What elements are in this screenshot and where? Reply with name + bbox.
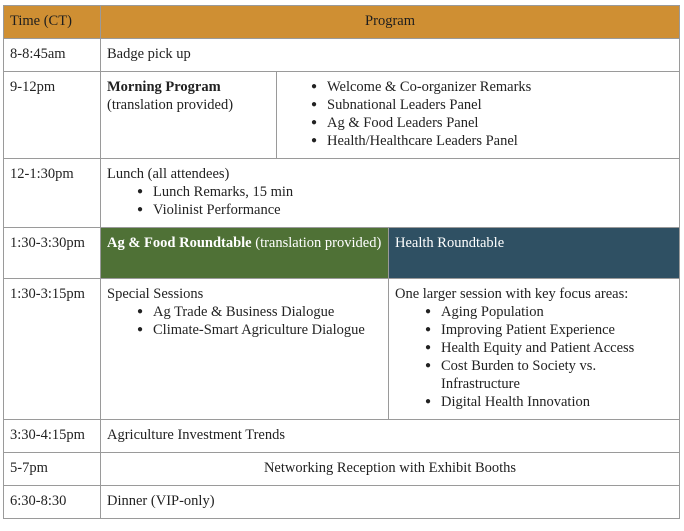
ag-food-roundtable-cell (101, 228, 389, 279)
table-row (4, 279, 680, 420)
ag-sessions-list (107, 303, 382, 339)
health-roundtable-cell: Health Roundtable (389, 228, 680, 279)
list-item: ● Aging Population (425, 303, 673, 321)
ag-sessions-label: Special Sessions (107, 286, 204, 302)
list-item: ● Ag & Food Leaders Panel (311, 114, 673, 132)
lunch-cell (101, 159, 680, 228)
health-sessions-cell (389, 279, 680, 420)
time-cell: 3:30-4:15pm (4, 420, 101, 453)
morning-program-cell (101, 72, 277, 159)
ag-sessions-cell (101, 279, 389, 420)
lunch-list (107, 183, 673, 219)
program-cell: Badge pick up (101, 39, 680, 72)
ag-food-roundtable-note: (translation provided) (251, 235, 382, 251)
health-sessions-label: One larger session with key focus areas: (395, 286, 629, 302)
health-sessions-list (395, 303, 673, 411)
time-cell: 1:30-3:15pm (4, 279, 101, 420)
morning-program-list (283, 78, 673, 150)
time-cell: 5-7pm (4, 453, 101, 486)
ag-food-roundtable-title: Ag & Food Roundtable (107, 235, 252, 251)
table-row (4, 486, 680, 519)
list-item: ● Health Equity and Patient Access (425, 339, 673, 357)
time-cell: 9-12pm (4, 72, 101, 159)
program-cell: Dinner (VIP-only) (101, 486, 680, 519)
table-row (4, 72, 680, 159)
table-row (4, 420, 680, 453)
list-item: ● Cost Burden to Society vs. Infrastructure (425, 357, 673, 393)
program-cell: Agriculture Investment Trends (101, 420, 680, 453)
list-item: ● Lunch Remarks, 15 min (137, 183, 673, 201)
table-row (4, 39, 680, 72)
schedule-table (3, 5, 680, 519)
list-item: ● Subnational Leaders Panel (311, 96, 673, 114)
list-item: ● Ag Trade & Business Dialogue (137, 303, 382, 321)
morning-program-list-cell (277, 72, 680, 159)
list-item: ● Climate-Smart Agriculture Dialogue (137, 321, 382, 339)
morning-program-title: Morning Program (107, 79, 221, 95)
table-row (4, 159, 680, 228)
lunch-label: Lunch (all attendees) (107, 166, 230, 182)
time-cell: 12-1:30pm (4, 159, 101, 228)
program-column-header: Program (101, 6, 680, 39)
reception-cell: Networking Reception with Exhibit Booths (101, 453, 680, 486)
time-column-header: Time (CT) (4, 6, 101, 39)
time-cell: 6:30-8:30 (4, 486, 101, 519)
table-row (4, 228, 680, 279)
list-item: ● Violinist Performance (137, 201, 673, 219)
list-item: ● Improving Patient Experience (425, 321, 673, 339)
table-row (4, 453, 680, 486)
list-item: ● Welcome & Co-organizer Remarks (311, 78, 673, 96)
morning-program-subtitle: (translation provided) (107, 97, 234, 113)
time-cell: 1:30-3:30pm (4, 228, 101, 279)
list-item: ● Health/Healthcare Leaders Panel (311, 132, 673, 150)
list-item: ● Digital Health Innovation (425, 393, 673, 411)
time-cell: 8-8:45am (4, 39, 101, 72)
header-row (4, 6, 680, 39)
